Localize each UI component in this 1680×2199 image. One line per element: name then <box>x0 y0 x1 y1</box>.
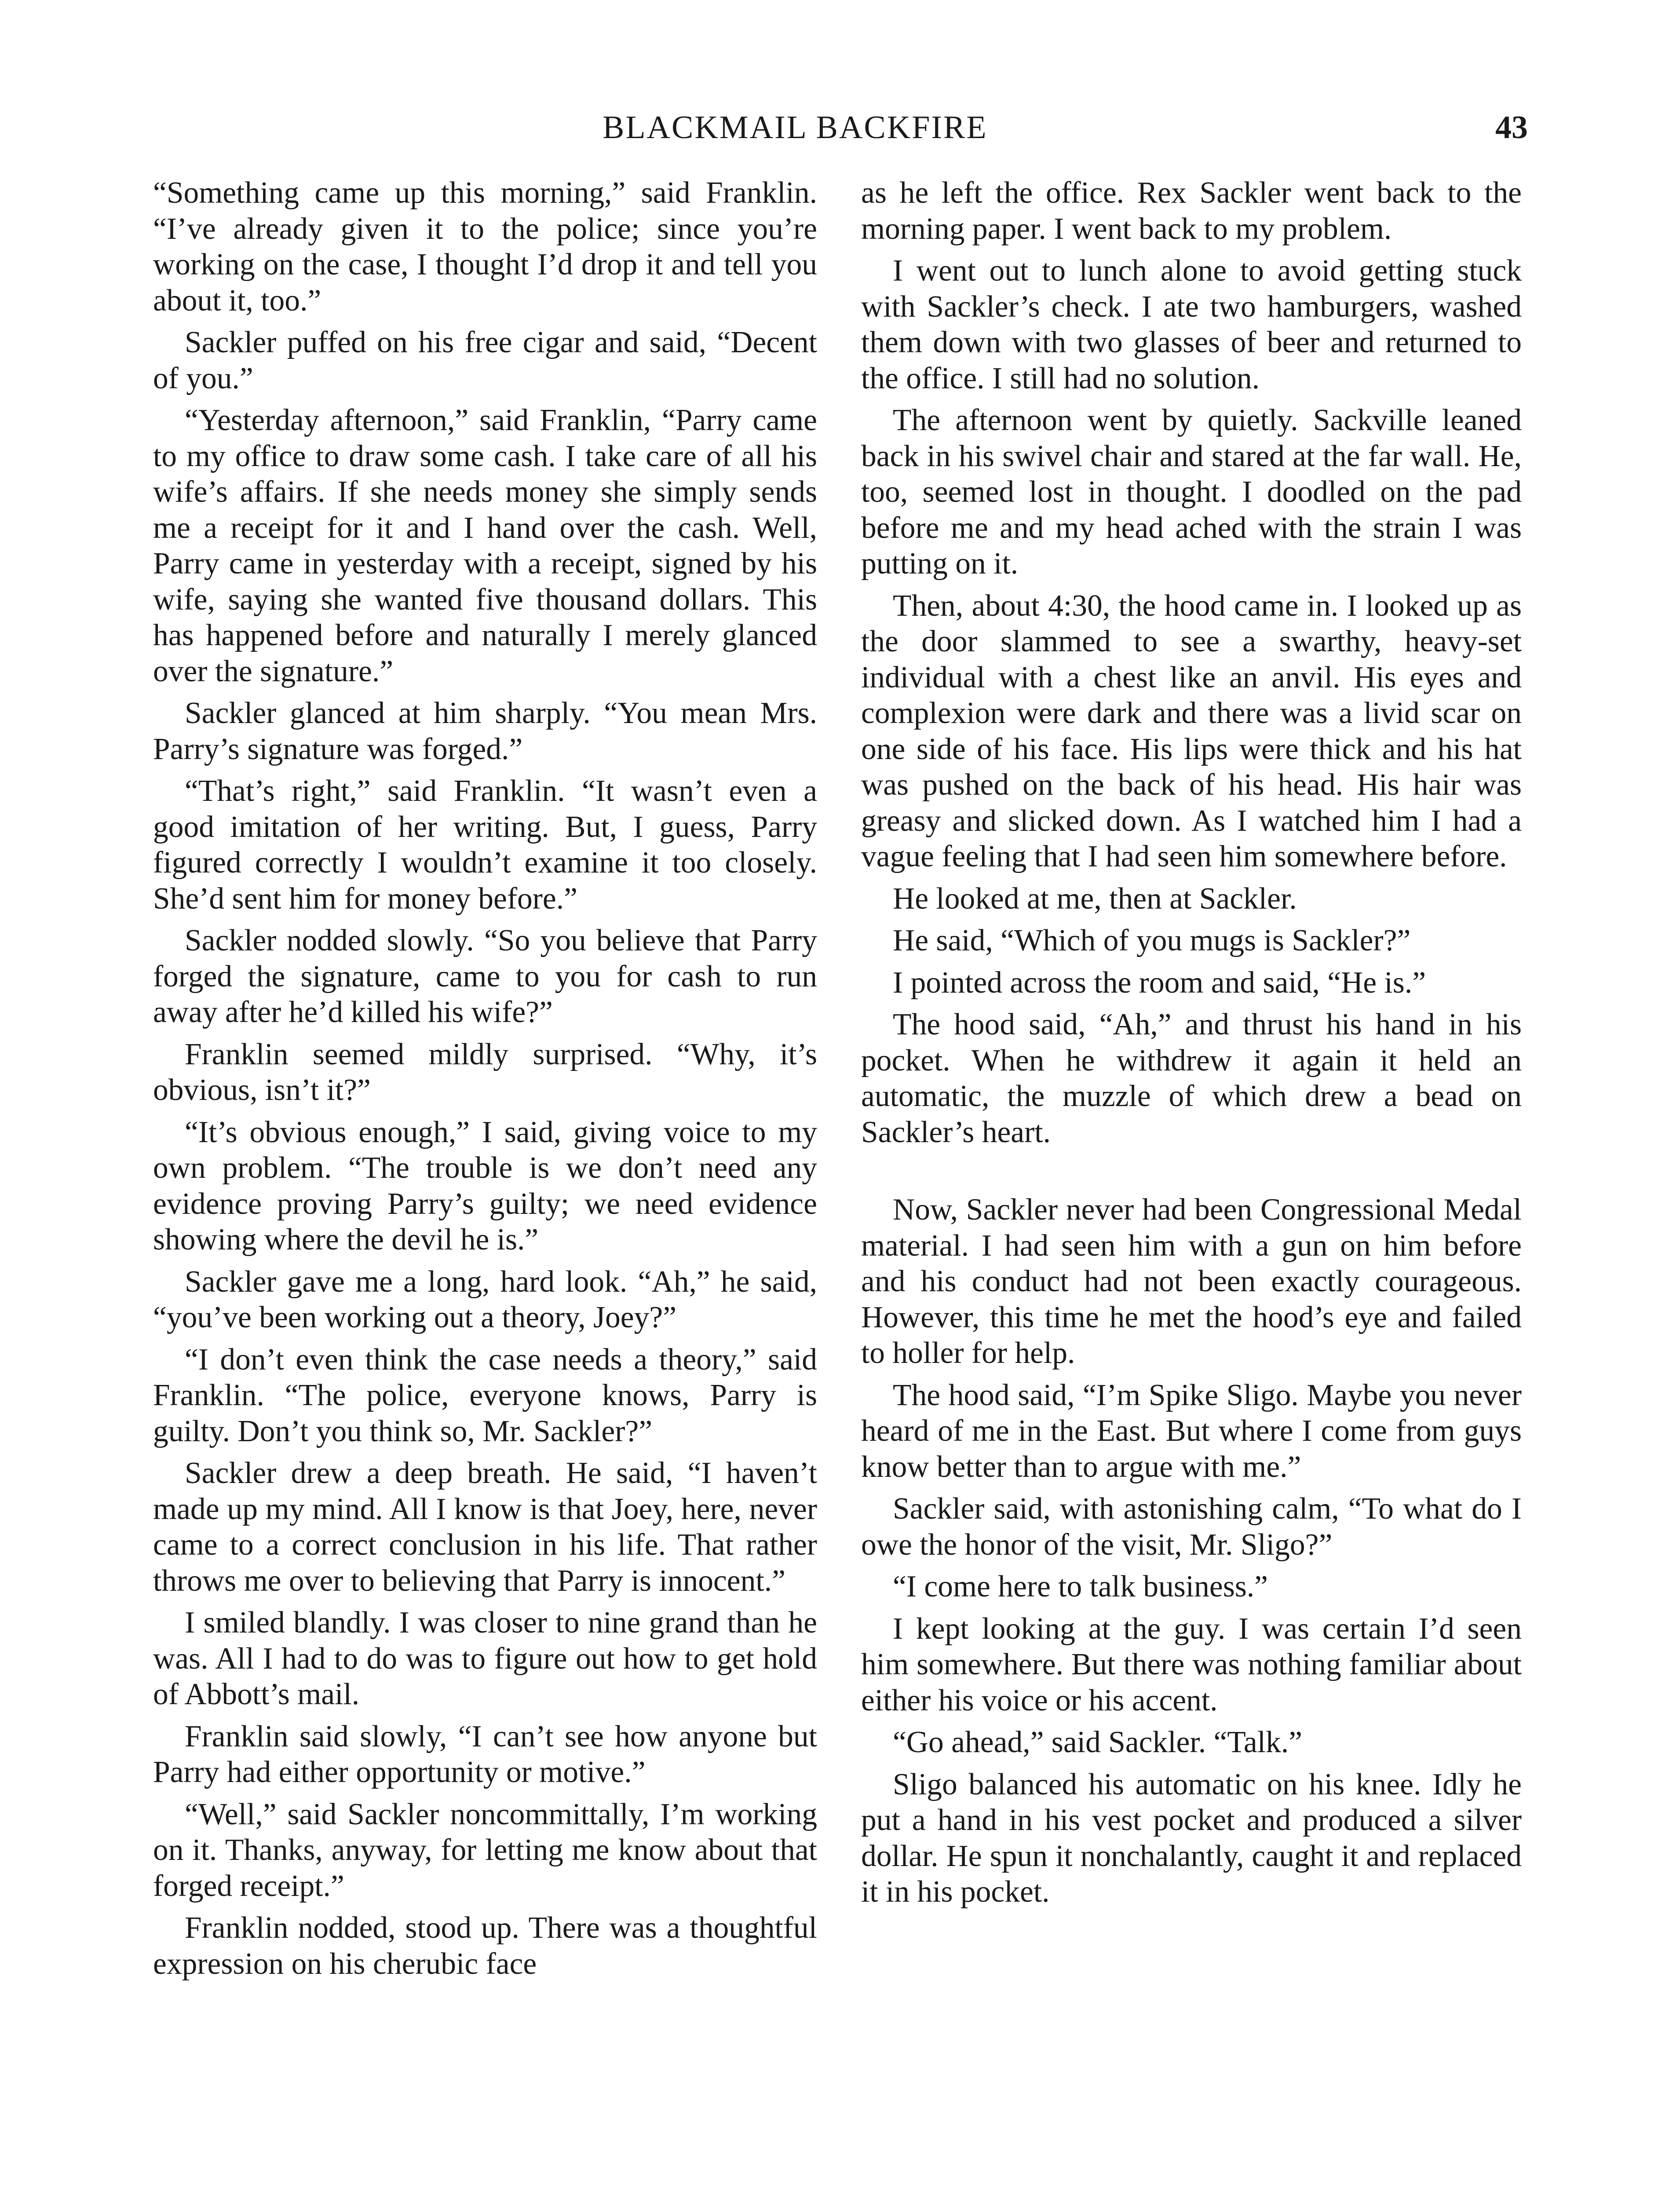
paragraph: Franklin seemed mildly surprised. “Why, it’s obvious, isn’t it?” <box>153 1037 817 1107</box>
paragraph: I smiled blandly. I was closer to nine grand than he was. All I had to do was to figure out how to get hold of Abbott’s mail. <box>153 1606 817 1711</box>
paragraph-continuation: as he left the office. Rex Sackler went back to the morning paper. I went back to my problem. <box>861 176 1522 246</box>
left-column <box>153 175 817 1982</box>
page-number: 43 <box>1495 110 1528 146</box>
paragraph: “Go ahead,” said Sackler. “Talk.” <box>893 1725 1303 1759</box>
paragraph: “It’s obvious enough,” I said, giving voice to my own problem. “The trouble is we don’t need any evidence proving Parry’s guilty; we need evidence showing where the devil he is.” <box>153 1115 817 1257</box>
paragraph: I kept looking at the guy. I was certain I’d seen him somewhere. But there was nothing familiar about either his voice or his accent. <box>861 1611 1522 1717</box>
paragraph: Then, about 4:30, the hood came in. I looked up as the door slammed to see a swarthy, heavy-set individual with a chest like an anvil. His eyes and complexion were dark and there was a livid scar on one side of his face. His lips were thick and his hat was pushed on the back of his head. His hair was greasy and slicked down. As I watched him I had a vague feeling that I had seen him somewhere before. <box>861 588 1522 873</box>
paragraph: “I come here to talk business.” <box>893 1570 1268 1604</box>
paragraph: Franklin nodded, stood up. There was a thoughtful expression on his cherubic face <box>153 1911 817 1981</box>
paragraph: Franklin said slowly, “I can’t see how anyone but Parry had either opportunity or motive.” <box>153 1719 817 1789</box>
paragraph: Sackler glanced at him sharply. “You mean Mrs. Parry’s signature was forged.” <box>153 696 817 766</box>
paragraph: Sackler puffed on his free cigar and said, “Decent of you.” <box>153 325 817 395</box>
paragraph: “That’s right,” said Franklin. “It wasn’t even a good imitation of her writing. But, I guess, Parry figured correctly I wouldn’t examine it too closely. She’d sent him for money before.” <box>153 774 817 916</box>
paragraph: Sackler drew a deep breath. He said, “I haven’t made up my mind. All I know is that Joey, here, never came to a correct conclusion in his life. That rather throws me over to believing that Parry is innocent.” <box>153 1456 817 1598</box>
paragraph: “I don’t even think the case needs a theory,” said Franklin. “The police, everyone knows, Parry is guilty. Don’t you think so, Mr. Sackler?” <box>153 1342 817 1448</box>
paragraph: He said, “Which of you mugs is Sackler?” <box>893 924 1411 957</box>
paragraph: He looked at me, then at Sackler. <box>893 881 1297 916</box>
paragraph: The hood said, “Ah,” and thrust his hand in his pocket. When he withdrew it again it held an automatic, the muzzle of which drew a bead on Sackler’s heart. <box>861 1008 1522 1149</box>
paragraph: I pointed across the room and said, “He is.” <box>893 965 1426 1000</box>
paragraph: I went out to lunch alone to avoid getting stuck with Sackler’s check. I ate two hamburgers, washed them down with two glasses of beer and returned to the office. I still had no solution. <box>861 254 1522 395</box>
paragraph: “Yesterday afternoon,” said Franklin, “Parry came to my office to draw some cash. I take care of all his wife’s affairs. If she needs money she simply sends me a receipt for it and I hand over the cash. Well, Parry came in yesterday with a receipt, signed by his wife, saying she wanted five thousand dollars. This has happened before and naturally I merely glanced over the signature.” <box>153 403 817 688</box>
right-column <box>861 175 1522 1910</box>
paragraph: The hood said, “I’m Spike Sligo. Maybe you never heard of me in the East. But where I come from guys know better than to argue with me.” <box>861 1378 1522 1484</box>
paragraph: Sligo balanced his automatic on his knee. Idly he put a hand in his vest pocket and produced a silver dollar. He spun it nonchalantly, caught it and replaced it in his pocket. <box>861 1767 1522 1909</box>
paragraph: “Well,” said Sackler noncommittally, I’m working on it. Thanks, anyway, for letting me know about that forged receipt.” <box>153 1797 817 1903</box>
paragraph: Sackler gave me a long, hard look. “Ah,” he said, “you’ve been working out a theory, Joey?” <box>153 1264 817 1334</box>
paragraph: Sackler nodded slowly. “So you believe that Parry forged the signature, came to you for cash to run away after he’d killed his wife?” <box>153 924 817 1029</box>
paragraph: The afternoon went by quietly. Sackville leaned back in his swivel chair and stared at the far wall. He, too, seemed lost in thought. I doodled on the pad before me and my head ached with the strain I was putting on it. <box>861 403 1522 581</box>
paragraph: “Something came up this morning,” said Franklin. “I’ve already given it to the police; since you’re working on the case, I thought I’d drop it and tell you about it, too.” <box>153 176 817 318</box>
paragraph: Now, Sackler never had been Congressional Medal material. I had seen him with a gun on him before and his conduct had not been exactly courageous. However, this time he met the hood’s eye and failed to holler for help. <box>861 1193 1522 1370</box>
paragraph: Sackler said, with astonishing calm, “To what do I owe the honor of the visit, Mr. Sligo?” <box>861 1492 1522 1562</box>
running-head: BLACKMAIL BACKFIRE <box>603 110 988 146</box>
